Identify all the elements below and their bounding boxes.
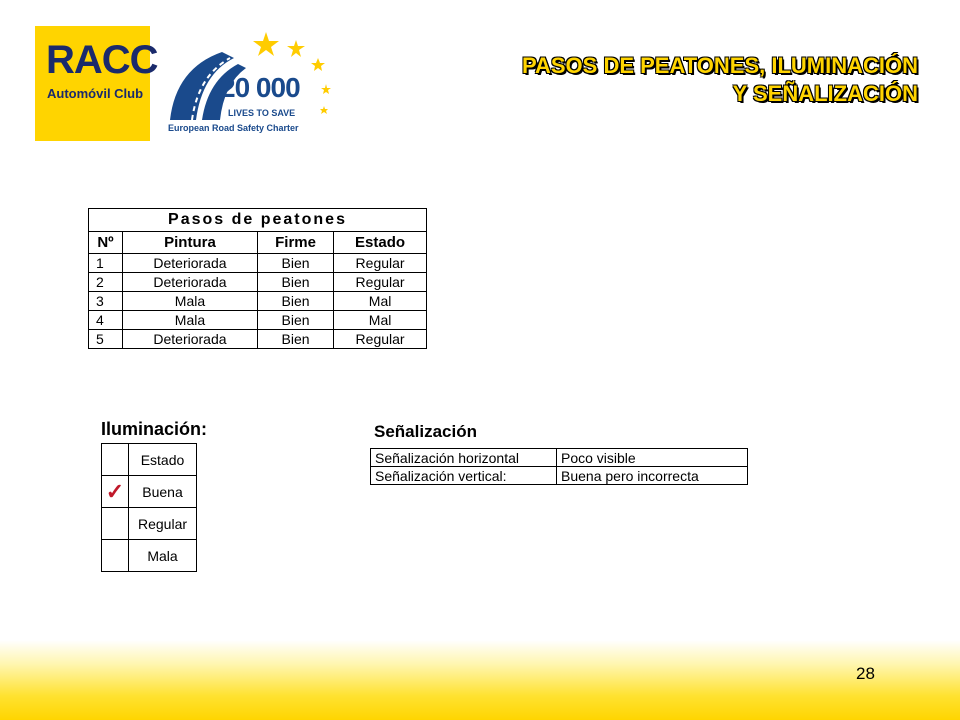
table-caption-row — [89, 209, 427, 232]
table-header-row — [102, 444, 197, 476]
cell-numero: 2 — [89, 273, 123, 292]
mark-cell — [102, 540, 129, 572]
table-row — [102, 476, 197, 508]
column-header-estado: Estado — [334, 232, 427, 254]
charter-number: 20 000 — [220, 72, 300, 103]
mark-cell — [102, 444, 129, 476]
page-title — [522, 52, 918, 108]
senalizacion-value: Poco visible — [557, 449, 748, 467]
senalizacion-type: Señalización horizontal — [371, 449, 557, 467]
racc-logo-text: RACC — [46, 38, 158, 82]
table-row — [89, 273, 427, 292]
table-row — [89, 292, 427, 311]
column-header-pintura: Pintura — [123, 232, 258, 254]
option-buena: Buena — [129, 476, 197, 508]
cell-numero: 5 — [89, 330, 123, 349]
mark-cell — [102, 508, 129, 540]
table-row — [89, 254, 427, 273]
cell-firme: Bien — [257, 254, 333, 273]
charter-tagline: LIVES TO SAVE — [228, 108, 296, 118]
charter-name: European Road Safety Charter — [168, 123, 299, 133]
table-header-row — [89, 232, 427, 254]
senalizacion-value: Buena pero incorrecta — [557, 467, 748, 485]
cell-pintura: Mala — [123, 292, 258, 311]
mark-cell — [102, 476, 129, 508]
senalizacion-heading: Señalización — [374, 422, 477, 441]
cell-estado: Mal — [334, 292, 427, 311]
table-row — [371, 449, 748, 467]
table-row — [102, 508, 197, 540]
option-mala: Mala — [129, 540, 197, 572]
cell-numero: 4 — [89, 311, 123, 330]
cell-pintura: Mala — [123, 311, 258, 330]
table-row — [89, 330, 427, 349]
cell-numero: 1 — [89, 254, 123, 273]
table-caption: Pasos de peatones — [89, 209, 427, 232]
cell-firme: Bien — [257, 330, 333, 349]
road-safety-charter-logo — [162, 28, 342, 138]
senalizacion-table — [370, 448, 748, 485]
cell-pintura: Deteriorada — [123, 273, 258, 292]
cell-firme: Bien — [257, 311, 333, 330]
cell-pintura: Deteriorada — [123, 330, 258, 349]
racc-logo-subtitle: Automóvil Club — [47, 86, 144, 101]
page-number: 28 — [856, 664, 875, 683]
table-row — [371, 467, 748, 485]
table-row — [89, 311, 427, 330]
column-header-estado: Estado — [129, 444, 197, 476]
table-row — [102, 540, 197, 572]
senalizacion-type: Señalización vertical: — [371, 467, 557, 485]
racc-logo — [35, 26, 158, 141]
iluminacion-table — [101, 443, 197, 572]
cell-estado: Mal — [334, 311, 427, 330]
page-title-line-2: Y SEÑALIZACIÓN — [732, 81, 918, 106]
cell-numero: 3 — [89, 292, 123, 311]
bottom-gradient-band — [0, 640, 960, 720]
cell-firme: Bien — [257, 273, 333, 292]
cell-estado: Regular — [334, 273, 427, 292]
cell-pintura: Deteriorada — [123, 254, 258, 273]
column-header-numero: Nº — [89, 232, 123, 254]
cell-estado: Regular — [334, 254, 427, 273]
checkmark-icon: ✓ — [105, 478, 125, 505]
page-title-line-1: PASOS DE PEATONES, ILUMINACIÓN — [521, 53, 918, 78]
option-regular: Regular — [129, 508, 197, 540]
cell-firme: Bien — [257, 292, 333, 311]
iluminacion-heading: Iluminación: — [101, 419, 208, 439]
column-header-firme: Firme — [257, 232, 333, 254]
pasos-de-peatones-table — [88, 208, 427, 349]
cell-estado: Regular — [334, 330, 427, 349]
